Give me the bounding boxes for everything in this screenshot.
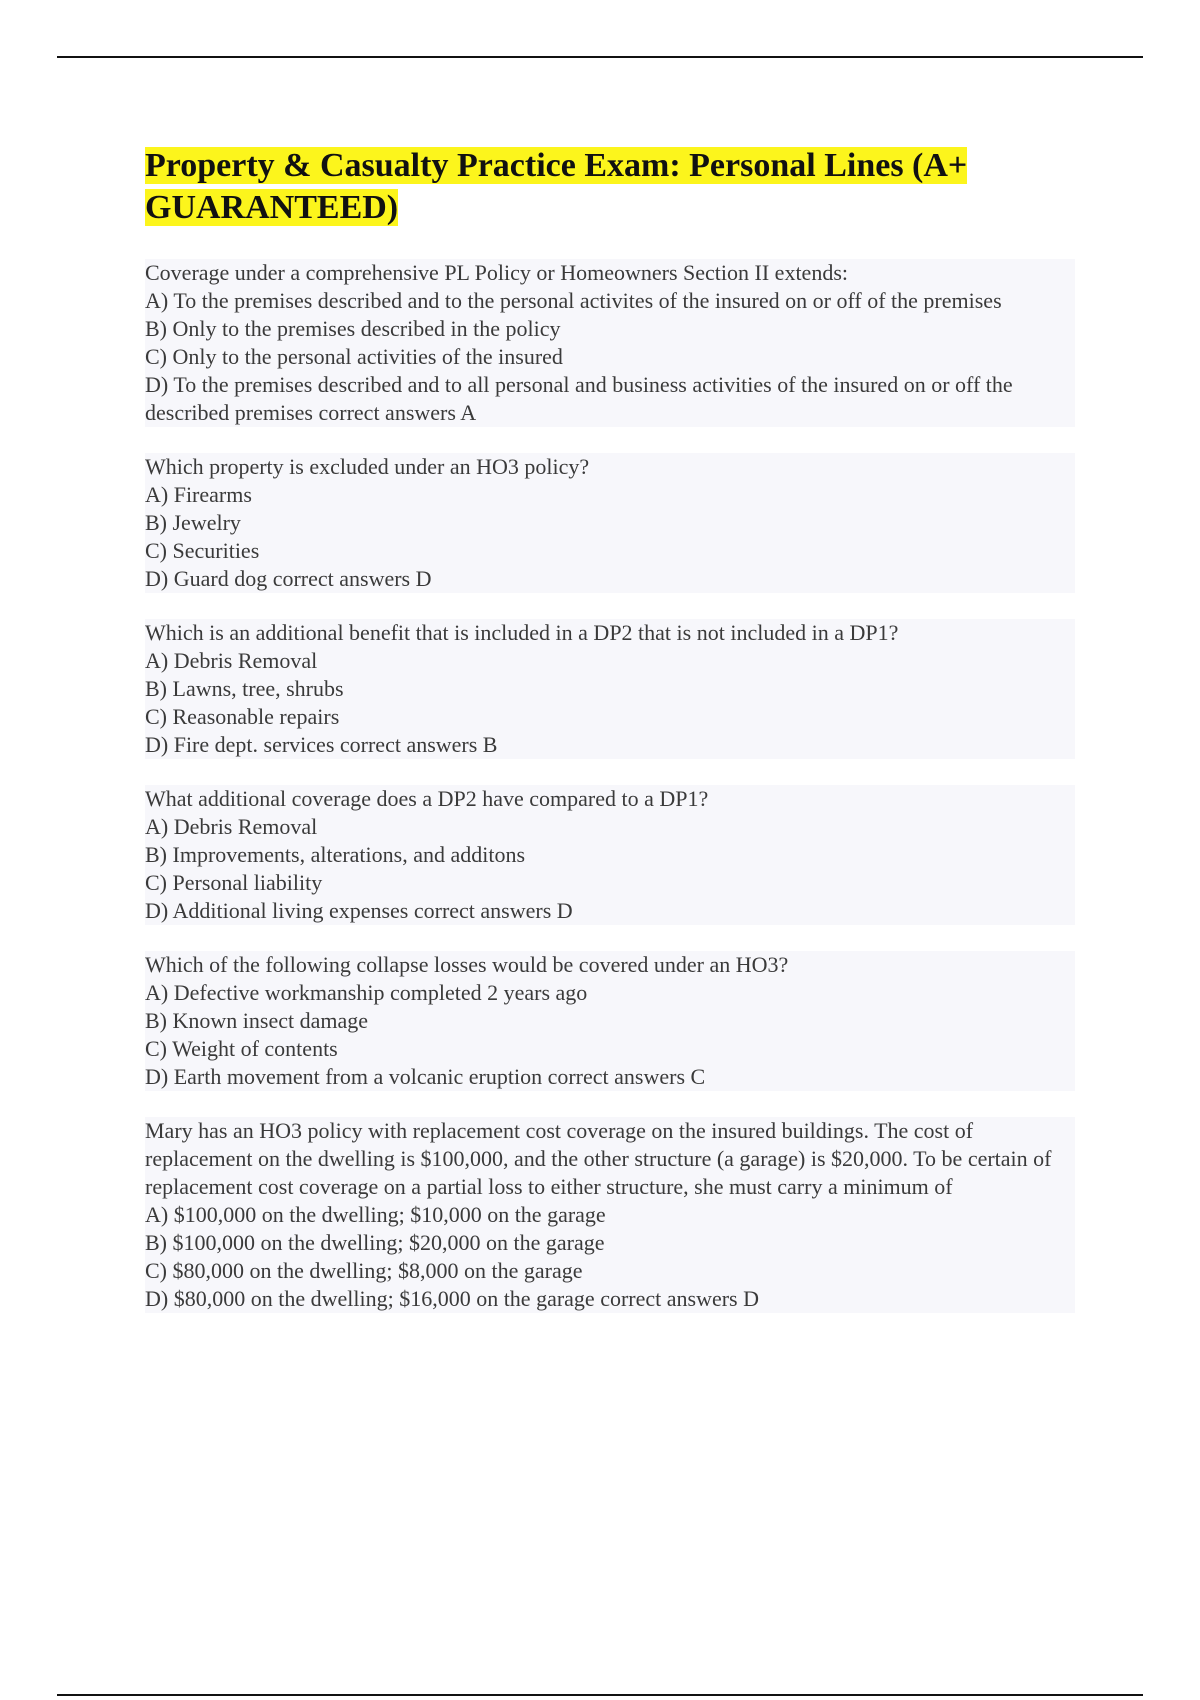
answer-option: D) Additional living expenses correct answers D [145,897,1075,925]
answer-option: C) Only to the personal activities of the insured [145,343,1075,371]
question-text: Mary has an HO3 policy with replacement cost coverage on the insured buildings. The cost of replacement on the dwelling is $100,000, and the other structure (a garage) is $20,000. To be certain of replacement cost coverage on a partial loss to either structure, she must carry a minimum of [145,1117,1075,1201]
document-title-text: Property & Casualty Practice Exam: Personal Lines (A+ GUARANTEED) [145,147,968,226]
answer-option: C) Weight of contents [145,1035,1075,1063]
answer-option: B) Improvements, alterations, and additons [145,841,1075,869]
answer-option: B) Known insect damage [145,1007,1075,1035]
answer-option: A) Defective workmanship completed 2 years ago [145,979,1075,1007]
question-block-1 [145,259,1075,427]
question-text: What additional coverage does a DP2 have compared to a DP1? [145,785,1075,813]
question-text: Which property is excluded under an HO3 policy? [145,453,1075,481]
answer-option: D) $80,000 on the dwelling; $16,000 on the garage correct answers D [145,1285,1075,1313]
question-block-4 [145,785,1075,925]
answer-option: D) To the premises described and to all personal and business activities of the insured on or off the described premises correct answers A [145,371,1075,427]
answer-option: C) Personal liability [145,869,1075,897]
question-text: Coverage under a comprehensive PL Policy or Homeowners Section II extends: [145,259,1075,287]
answer-option: C) Securities [145,537,1075,565]
document-body [145,145,1075,1339]
answer-option: D) Fire dept. services correct answers B [145,731,1075,759]
answer-option: B) $100,000 on the dwelling; $20,000 on the garage [145,1229,1075,1257]
question-block-6 [145,1117,1075,1313]
answer-option: C) Reasonable repairs [145,703,1075,731]
answer-option: A) Firearms [145,481,1075,509]
answer-option: B) Lawns, tree, shrubs [145,675,1075,703]
answer-option: C) $80,000 on the dwelling; $8,000 on the garage [145,1257,1075,1285]
top-rule [57,56,1143,58]
bottom-rule [57,1694,1143,1696]
question-text: Which of the following collapse losses would be covered under an HO3? [145,951,1075,979]
answer-option: A) To the premises described and to the personal activites of the insured on or off of the premises [145,287,1075,315]
answer-option: A) Debris Removal [145,813,1075,841]
answer-option: D) Earth movement from a volcanic eruption correct answers C [145,1063,1075,1091]
answer-option: B) Jewelry [145,509,1075,537]
question-block-2 [145,453,1075,593]
question-block-5 [145,951,1075,1091]
document-title [145,145,1075,229]
answer-option: A) Debris Removal [145,647,1075,675]
answer-option: D) Guard dog correct answers D [145,565,1075,593]
question-text: Which is an additional benefit that is included in a DP2 that is not included in a DP1? [145,619,1075,647]
answer-option: B) Only to the premises described in the policy [145,315,1075,343]
answer-option: A) $100,000 on the dwelling; $10,000 on the garage [145,1201,1075,1229]
question-block-3 [145,619,1075,759]
